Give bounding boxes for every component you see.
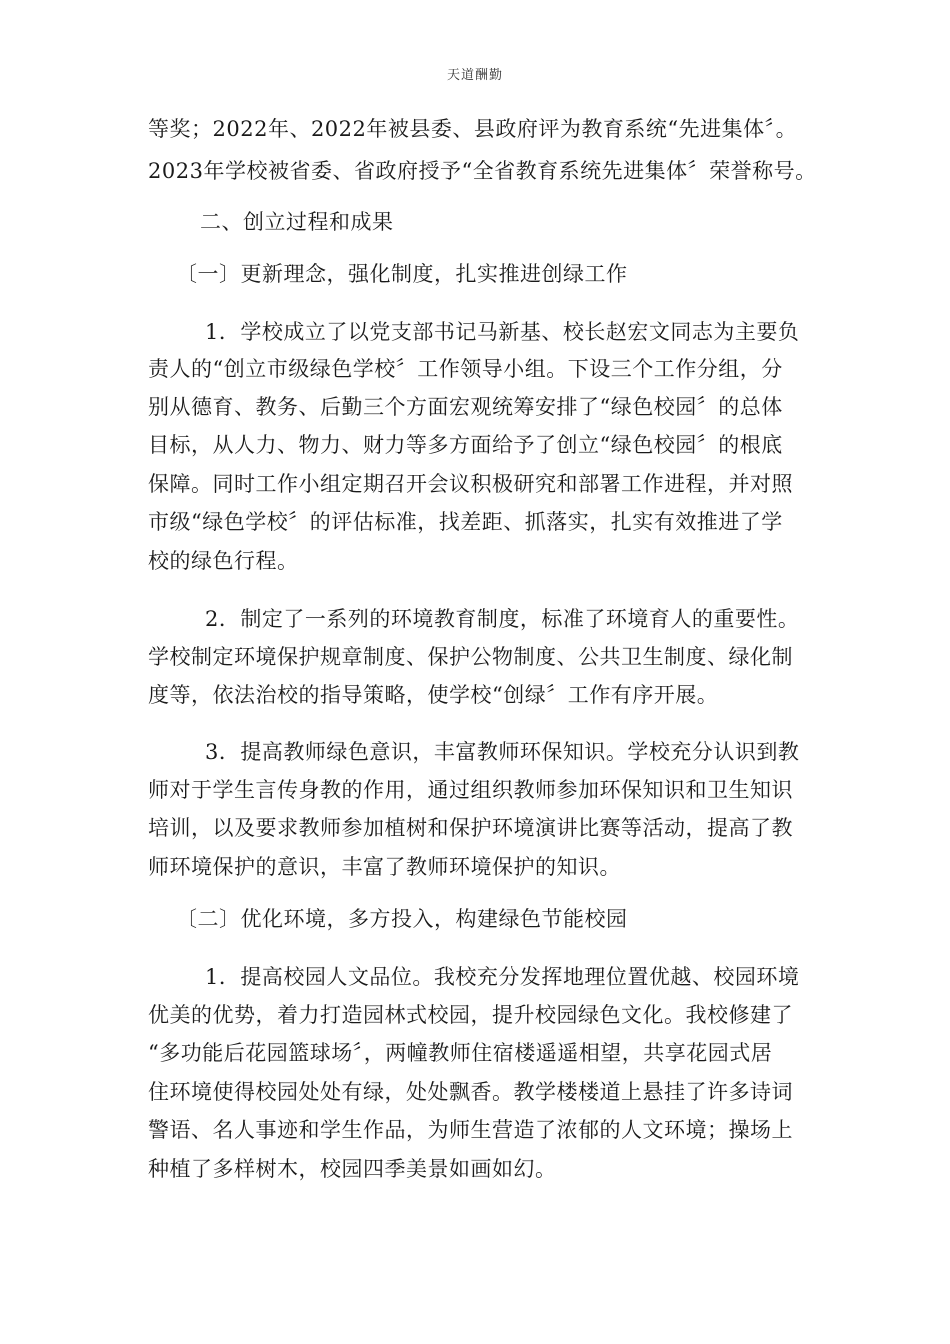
text-line: 培训，以及要求教师参加植树和保护环境演讲比赛等活动，提高了教 — [148, 816, 793, 840]
text-line: 市级“绿色学校〞的评估标准，找差距、抓落实，扎实有效推进了学 — [148, 510, 783, 534]
text-line: 种植了多样树木，校园四季美景如画如幻。 — [148, 1157, 557, 1181]
subsection-heading: 〔一〕更新理念，强化制度，扎实推进创绿工作 — [176, 262, 628, 286]
text-line: 别从德育、教务、后勤三个方面宏观统筹安排了“绿色校园〞的总体 — [148, 395, 783, 419]
text-line: 学校制定环境保护规章制度、保护公物制度、公共卫生制度、绿化制 — [148, 645, 793, 669]
text-line: 警语、名人事迹和学生作品，为师生营造了浓郁的人文环境；操场上 — [148, 1118, 793, 1142]
text-line: “多功能后花园篮球场〞，两幢教师住宿楼遥遥相望，共享花园式居 — [148, 1041, 773, 1065]
text-line: 师环境保护的意识，丰富了教师环境保护的知识。 — [148, 855, 621, 879]
text-line: 保障。同时工作小组定期召开会议积极研究和部署工作进程，并对照 — [148, 472, 793, 496]
text-line: 师对于学生言传身教的作用，通过组织教师参加环保知识和卫生知识 — [148, 778, 793, 802]
subsection-heading: 〔二〕优化环境，多方投入，构建绿色节能校园 — [176, 907, 628, 931]
text-line: 2．制定了一系列的环境教育制度，标准了环境育人的重要性。 — [205, 607, 800, 631]
text-line: 住环境使得校园处处有绿，处处飘香。教学楼楼道上悬挂了许多诗词 — [148, 1080, 793, 1104]
text-line: 3．提高教师绿色意识，丰富教师环保知识。学校充分认识到教 — [205, 740, 800, 764]
section-heading: 二、创立过程和成果 — [200, 210, 394, 234]
text-line: 2023年学校被省委、省政府授予“全省教育系统先进集体〞荣誉称号。 — [148, 159, 817, 183]
text-line: 目标，从人力、物力、财力等多方面给予了创立“绿色校园〞的根底 — [148, 433, 783, 457]
text-line: 校的绿色行程。 — [148, 549, 299, 573]
text-line: 度等，依法治校的指导策略，使学校“创绿〞工作有序开展。 — [148, 683, 719, 707]
text-line: 责人的“创立市级绿色学校〞工作领导小组。下设三个工作分组，分 — [148, 357, 783, 381]
text-line: 1．提高校园人文品位。我校充分发挥地理位置优越、校园环境 — [205, 965, 800, 989]
text-line: 等奖；2022年、2022年被县委、县政府评为教育系统“先进集体〞。 — [148, 117, 798, 141]
page-header: 天道酬勤 — [446, 68, 503, 83]
text-line: 优美的优势，着力打造园林式校园，提升校园绿色文化。我校修建了 — [148, 1003, 793, 1027]
text-line: 1．学校成立了以党支部书记马新基、校长赵宏文同志为主要负 — [205, 320, 800, 344]
